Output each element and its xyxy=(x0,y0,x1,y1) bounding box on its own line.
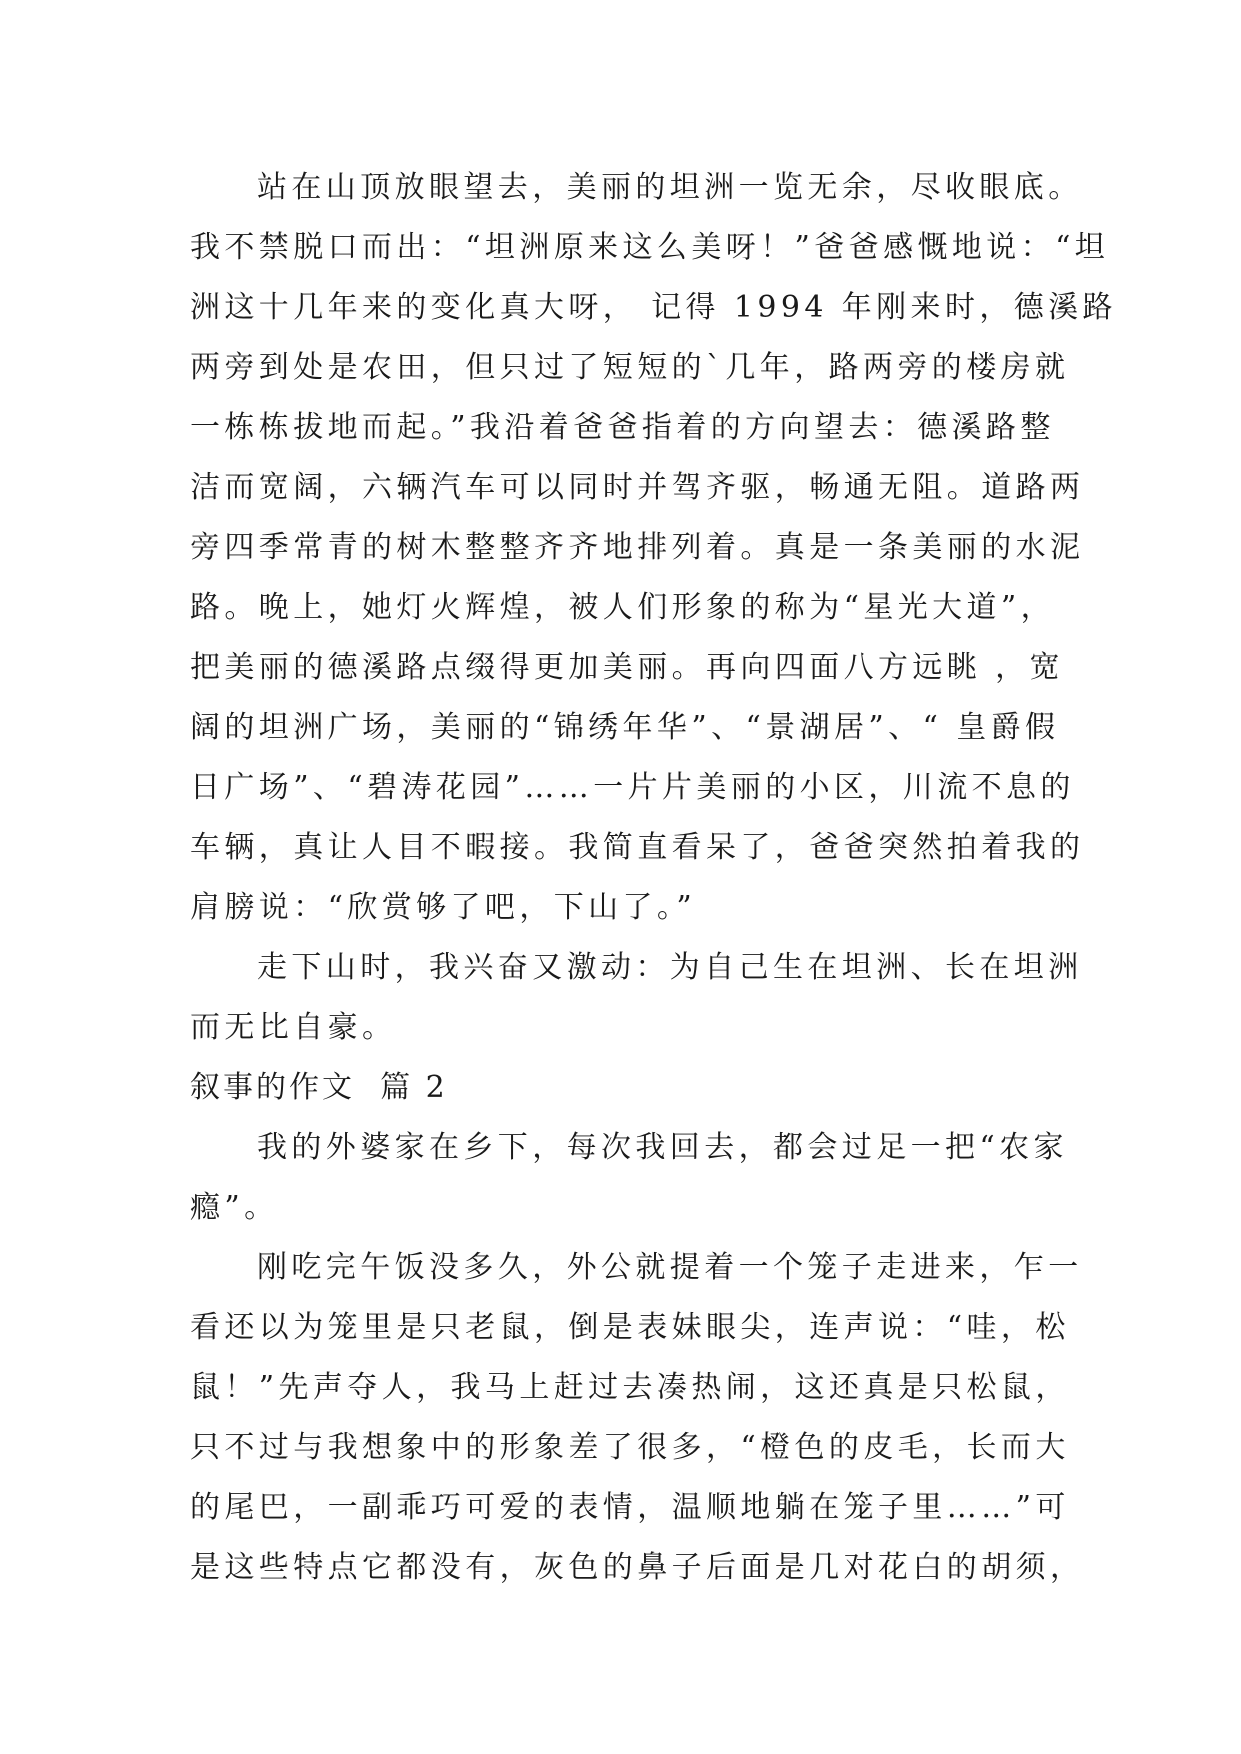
text-line: 两旁到处是农田，但只过了短短的`几年，路两旁的楼房就 xyxy=(190,350,1070,385)
text-line: 站在山顶放眼望去，美丽的坦洲一览无余，尽收眼底。 xyxy=(257,170,1083,205)
text-line: 把美丽的德溪路点缀得更加美丽。再向四面八方远眺 ，宽 xyxy=(190,650,1064,685)
text-line: 肩膀说：“欣赏够了吧，下山了。” xyxy=(190,890,697,925)
paragraph xyxy=(190,938,1083,1058)
text-line: 而无比自豪。 xyxy=(190,1010,397,1045)
paragraph xyxy=(190,1118,1070,1238)
paragraph xyxy=(190,1238,1085,1598)
text-line: 一栋栋拔地而起。”我沿着爸爸指着的方向望去：德溪路整 xyxy=(190,410,1055,445)
paragraph xyxy=(190,158,1117,938)
text-line: 走下山时，我兴奋又激动：为自己生在坦洲、长在坦洲 xyxy=(257,950,1083,985)
text-line: 只不过与我想象中的形象差了很多，“橙色的皮毛，长而大 xyxy=(190,1430,1070,1465)
text-line: 是这些特点它都没有，灰色的鼻子后面是几对花白的胡须， xyxy=(190,1550,1085,1585)
text-line: 瘾”。 xyxy=(190,1190,279,1225)
text-line: 鼠！”先声夺人，我马上赶过去凑热闹，这还真是只松鼠， xyxy=(190,1370,1070,1405)
text-line: 车辆，真让人目不暇接。我简直看呆了，爸爸突然拍着我的 xyxy=(190,830,1085,865)
text-line: 阔的坦洲广场，美丽的“锦绣年华”、“景湖居”、“ 皇爵假 xyxy=(190,710,1060,745)
text-line: 洁而宽阔，六辆汽车可以同时并驾齐驱，畅通无阻。道路两 xyxy=(190,470,1085,505)
text-line: 的尾巴，一副乖巧可爱的表情，温顺地躺在笼子里……”可 xyxy=(190,1490,1070,1525)
text-line: 日广场”、“碧涛花园”……一片片美丽的小区，川流不息的 xyxy=(190,770,1075,805)
section-heading: 叙事的作文 篇 2 xyxy=(190,1070,448,1105)
text-line: 旁四季常青的树木整整齐齐地排列着。真是一条美丽的水泥 xyxy=(190,530,1085,565)
text-line: 洲这十几年来的变化真大呀， 记得 1994 年刚来时，德溪路 xyxy=(190,290,1117,325)
text-line: 看还以为笼里是只老鼠，倒是表妹眼尖，连声说：“哇，松 xyxy=(190,1310,1070,1345)
document-body xyxy=(190,158,1117,1598)
text-line: 刚吃完午饭没多久，外公就提着一个笼子走进来，乍一 xyxy=(257,1250,1083,1285)
text-line: 我的外婆家在乡下，每次我回去，都会过足一把“农家 xyxy=(257,1130,1068,1165)
text-line: 我不禁脱口而出：“坦洲原来这么美呀！”爸爸感慨地说：“坦 xyxy=(190,230,1110,265)
text-line: 路。晚上，她灯火辉煌，被人们形象的称为“星光大道”， xyxy=(190,590,1056,625)
